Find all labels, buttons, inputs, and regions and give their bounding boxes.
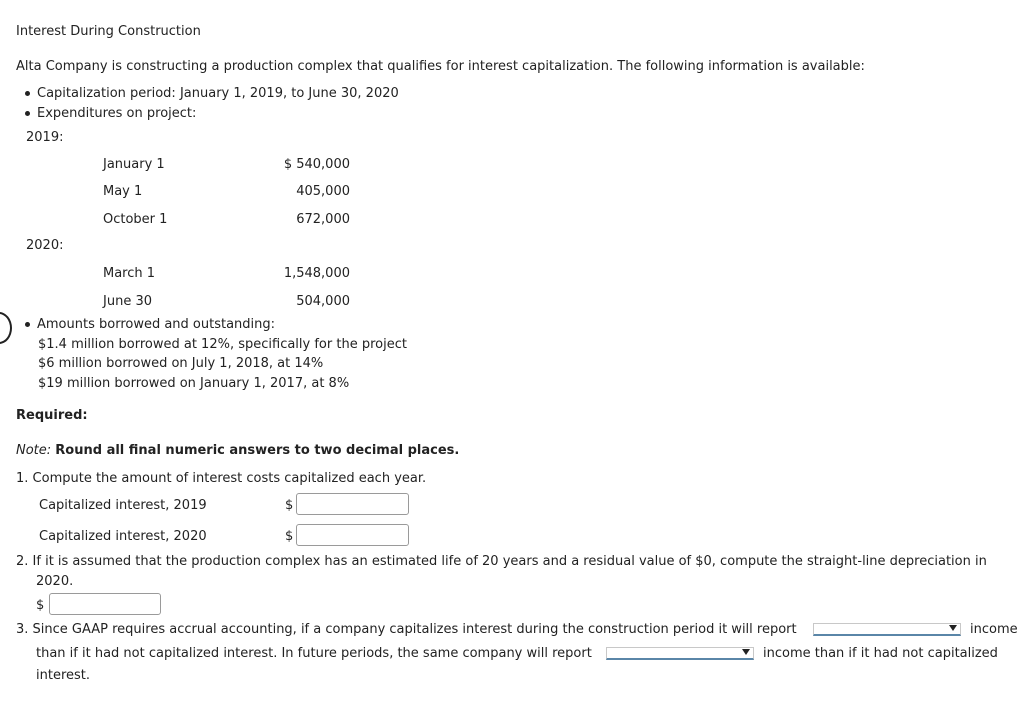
side-bracket-mark	[0, 312, 12, 344]
currency-sign: $	[36, 598, 45, 613]
year-2019-label: 2019:	[26, 130, 64, 145]
bullet-dot	[25, 91, 30, 96]
borrowing-item: $1.4 million borrowed at 12%, specifically for the project	[38, 337, 407, 352]
year-2020-label: 2020:	[26, 238, 64, 253]
intro-text: Alta Company is constructing a production complex that qualifies for interest capitalization. The following information is available:	[16, 59, 865, 74]
borrowing-item: $19 million borrowed on January 1, 2017, at 8%	[38, 376, 350, 391]
question-3-part4: income than if it had not capitalized	[763, 646, 998, 661]
note-prefix: Note:	[16, 443, 52, 458]
exp-date: January 1	[103, 157, 165, 172]
question-3-part5: interest.	[36, 668, 91, 683]
borrowing-item: $6 million borrowed on July 1, 2018, at 14%	[38, 356, 324, 371]
exp-amount: $ 540,000	[283, 157, 350, 172]
question-3-part1: 3. Since GAAP requires accrual accounting, if a company capitalizes interest during the construction period it will report	[16, 622, 797, 637]
income-comparison-select-1[interactable]	[813, 623, 961, 636]
income-comparison-select-2[interactable]	[606, 647, 754, 660]
page-title: Interest During Construction	[16, 24, 201, 39]
capitalized-2020-label: Capitalized interest, 2020	[39, 529, 207, 544]
exp-amount: 504,000	[296, 294, 350, 309]
chevron-down-icon	[949, 625, 957, 631]
question-2-text-cont: 2020.	[36, 574, 74, 589]
exp-date: March 1	[103, 266, 156, 281]
chevron-down-icon	[742, 649, 750, 655]
question-3-part3: than if it had not capitalized interest. In future periods, the same company will report	[36, 646, 592, 661]
question-3-part2: income	[970, 622, 1018, 637]
currency-sign: $	[285, 498, 294, 513]
bullet-dot	[25, 111, 30, 116]
exp-date: May 1	[103, 184, 143, 199]
question-1-text: 1. Compute the amount of interest costs capitalized each year.	[16, 471, 427, 486]
capitalized-2020-input[interactable]	[296, 524, 409, 546]
exp-date: June 30	[103, 294, 152, 309]
question-2-text: 2. If it is assumed that the production complex has an estimated life of 20 years and a residual value of $0, compute the straight-line depreciation in	[16, 554, 987, 569]
bullet-dot	[25, 322, 30, 327]
exp-amount: 672,000	[296, 212, 350, 227]
capitalized-2019-label: Capitalized interest, 2019	[39, 498, 207, 513]
note-text: Round all final numeric answers to two decimal places.	[55, 443, 460, 458]
expenditures-header: Expenditures on project:	[37, 106, 197, 121]
capitalized-2019-input[interactable]	[296, 493, 409, 515]
note	[16, 443, 459, 458]
borrowed-header: Amounts borrowed and outstanding:	[37, 317, 276, 332]
currency-sign: $	[285, 529, 294, 544]
capitalization-period: Capitalization period: January 1, 2019, to June 30, 2020	[37, 86, 399, 101]
required-label: Required:	[16, 408, 88, 423]
exp-amount: 405,000	[296, 184, 350, 199]
depreciation-input[interactable]	[49, 593, 161, 615]
exp-date: October 1	[103, 212, 168, 227]
exp-amount: 1,548,000	[283, 266, 350, 281]
